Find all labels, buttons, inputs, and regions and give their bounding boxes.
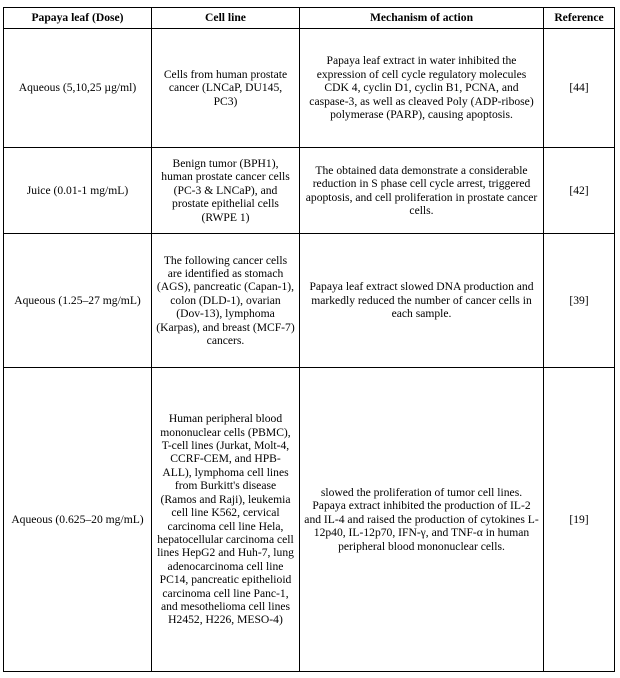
table-row [4,148,615,234]
header-cell-line: Cell line [152,8,300,29]
dose-cell: Aqueous (1.25–27 mg/mL) [4,234,152,368]
table-body [4,29,615,672]
table-row [4,234,615,368]
dose-cell: Aqueous (0.625–20 mg/mL) [4,368,152,672]
mechanism-cell: slowed the proliferation of tumor cell lines. Papaya extract inhibited the production of IL-2 and IL-4 and raised the production of cytokines L-12p40, IL-12p70, IFN-γ, and TNF-α in human peripheral blood mononuclear cells. [300,368,544,672]
dose-cell: Aqueous (5,10,25 µg/ml) [4,29,152,148]
header-row [4,8,615,29]
header-mechanism: Mechanism of action [300,8,544,29]
papaya-leaf-table [3,7,615,672]
mechanism-cell: Papaya leaf extract slowed DNA production and markedly reduced the number of cancer cells in each sample. [300,234,544,368]
reference-cell: [42] [544,148,615,234]
mechanism-cell: The obtained data demonstrate a considerable reduction in S phase cell cycle arrest, triggered apoptosis, and cell proliferation in prostate cancer cells. [300,148,544,234]
table-header [4,8,615,29]
dose-cell: Juice (0.01-1 mg/mL) [4,148,152,234]
reference-cell: [44] [544,29,615,148]
cell-line-cell: The following cancer cells are identified as stomach (AGS), pancreatic (Capan-1), colon (DLD-1), ovarian (Dov-13), lymphoma (Karpas), and breast (MCF-7) cancers. [152,234,300,368]
cell-line-cell: Human peripheral blood mononuclear cells (PBMC), T-cell lines (Jurkat, Molt-4, CCRF-CEM, and HPB-ALL), lymphoma cell lines from Burkitt's disease (Ramos and Raji), leukemia cell line K562, cervical carcinoma cell line Hela, hepatocellular carcinoma cell lines HepG2 and Huh-7, lung adenocarcinoma cell line PC14, pancreatic epithelioid carcinoma cell line Panc-1, and mesothelioma cell lines H2452, H226, MESO-4) [152,368,300,672]
reference-cell: [39] [544,234,615,368]
table-row [4,29,615,148]
cell-line-cell: Cells from human prostate cancer (LNCaP, DU145, PC3) [152,29,300,148]
header-reference: Reference [544,8,615,29]
reference-cell: [19] [544,368,615,672]
table-row [4,368,615,672]
cell-line-cell: Benign tumor (BPH1), human prostate cancer cells (PC-3 & LNCaP), and prostate epithelial cells (RWPE 1) [152,148,300,234]
header-dose: Papaya leaf (Dose) [4,8,152,29]
mechanism-cell: Papaya leaf extract in water inhibited the expression of cell cycle regulatory molecules CDK 4, cyclin D1, cyclin B1, PCNA, and caspase-3, as well as cleaved Poly (ADP-ribose) polymerase (PARP), causing apoptosis. [300,29,544,148]
